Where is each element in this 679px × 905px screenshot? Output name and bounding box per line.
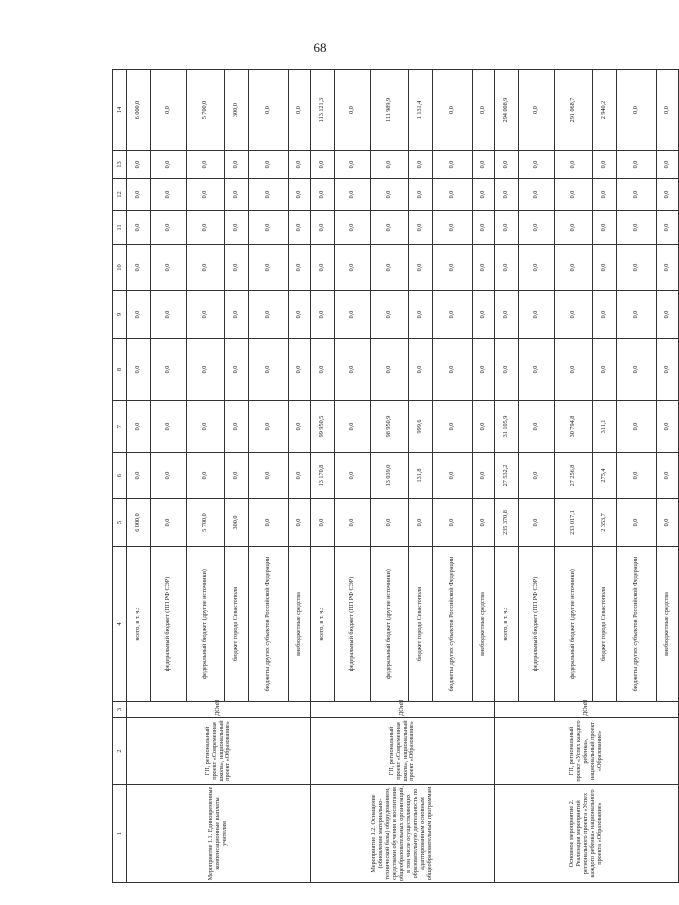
year-value-cell: 0,0 — [127, 453, 151, 499]
year-value-cell: 0,0 — [371, 211, 409, 245]
year-value-cell: 0,0 — [311, 179, 335, 211]
total-value-cell: 1 131,4 — [409, 70, 433, 151]
year-value-cell: 0,0 — [495, 151, 519, 179]
column-number-cell: 13 — [113, 151, 127, 179]
year-value-cell: 0,0 — [311, 291, 335, 339]
funding-source-cell: бюджеты других субъектов Российской Федерации — [433, 547, 473, 702]
year-value-cell: 0,0 — [151, 151, 187, 179]
year-value-cell: 0,0 — [187, 245, 225, 291]
year-value-cell: 0,0 — [657, 401, 679, 453]
year-value-cell: 0,0 — [519, 211, 555, 245]
funding-source-cell: бюджет города Севастополя — [593, 547, 617, 702]
funding-source-cell: внебюджетные средства — [289, 547, 311, 702]
year-value-cell: 0,0 — [371, 151, 409, 179]
year-value-cell: 0,0 — [151, 245, 187, 291]
year-value-cell: 0,0 — [127, 401, 151, 453]
year-value-cell: 0,0 — [289, 211, 311, 245]
year-value-cell: 0,0 — [433, 151, 473, 179]
total-value-cell: 0,0 — [433, 70, 473, 151]
year-value-cell: 0,0 — [151, 401, 187, 453]
year-value-cell: 0,0 — [433, 339, 473, 401]
year-value-cell: 27 256,8 — [555, 453, 593, 499]
year-value-cell: 0,0 — [657, 499, 679, 547]
year-value-cell: 0,0 — [289, 339, 311, 401]
year-value-cell: 0,0 — [335, 401, 371, 453]
year-value-cell: 0,0 — [311, 499, 335, 547]
year-value-cell: 0,0 — [657, 211, 679, 245]
year-value-cell: 131,8 — [409, 453, 433, 499]
funding-source-cell: федеральный бюджет (ПП РФ СЭР) — [335, 547, 371, 702]
year-value-cell: 0,0 — [225, 151, 249, 179]
year-value-cell: 13 170,8 — [311, 453, 335, 499]
total-value-cell: 0,0 — [289, 70, 311, 151]
funding-source-cell: бюджет города Севастополя — [225, 547, 249, 702]
funding-source-cell: бюджет города Севастополя — [409, 547, 433, 702]
year-value-cell: 0,0 — [433, 401, 473, 453]
total-value-cell: 300,0 — [225, 70, 249, 151]
year-value-cell: 0,0 — [473, 211, 495, 245]
year-value-cell: 0,0 — [657, 151, 679, 179]
program-cell: ГП, региональный проект «Успех каждого ребенка», национальный проект «Образование» — [495, 718, 679, 785]
year-value-cell: 0,0 — [593, 211, 617, 245]
total-value-cell: 0,0 — [617, 70, 657, 151]
total-value-cell: 0,0 — [473, 70, 495, 151]
year-value-cell: 0,0 — [473, 291, 495, 339]
executor-cell: ДОиН — [495, 702, 679, 718]
year-value-cell: 0,0 — [289, 499, 311, 547]
year-value-cell: 0,0 — [409, 499, 433, 547]
year-value-cell: 0,0 — [127, 179, 151, 211]
program-cell: ГП, региональный проект «Современная школа», национальный проект «Образование» — [127, 718, 311, 785]
year-value-cell: 0,0 — [151, 339, 187, 401]
year-value-cell: 0,0 — [187, 179, 225, 211]
year-value-cell: 0,0 — [311, 211, 335, 245]
table-row — [311, 70, 335, 883]
year-value-cell: 0,0 — [187, 151, 225, 179]
year-value-cell: 0,0 — [151, 179, 187, 211]
year-value-cell: 0,0 — [617, 339, 657, 401]
year-value-cell: 0,0 — [519, 453, 555, 499]
rotated-table-frame — [112, 70, 671, 883]
year-value-cell: 0,0 — [519, 151, 555, 179]
total-value-cell: 6 000,0 — [127, 70, 151, 151]
year-value-cell: 0,0 — [249, 151, 289, 179]
funding-source-cell: внебюджетные средства — [473, 547, 495, 702]
funding-source-cell: бюджеты других субъектов Российской Федерации — [617, 547, 657, 702]
page-number: 68 — [313, 40, 327, 55]
year-value-cell: 0,0 — [617, 211, 657, 245]
year-value-cell: 0,0 — [249, 245, 289, 291]
column-number-cell: 2 — [113, 718, 127, 785]
total-value-cell: 2 940,2 — [593, 70, 617, 151]
table-row — [127, 70, 151, 883]
total-value-cell: 0,0 — [657, 70, 679, 151]
year-value-cell: 0,0 — [249, 179, 289, 211]
total-value-cell: 0,0 — [335, 70, 371, 151]
year-value-cell: 0,0 — [151, 291, 187, 339]
program-cell: ГП, региональный проект «Современная школа», национальный проект «Образование» — [311, 718, 495, 785]
year-value-cell: 0,0 — [433, 179, 473, 211]
year-value-cell: 0,0 — [225, 211, 249, 245]
year-value-cell: 2 353,7 — [593, 499, 617, 547]
year-value-cell: 0,0 — [127, 339, 151, 401]
year-value-cell: 0,0 — [593, 291, 617, 339]
year-value-cell: 0,0 — [311, 339, 335, 401]
column-number-cell: 12 — [113, 179, 127, 211]
column-number-cell: 11 — [113, 211, 127, 245]
total-value-cell: 291 068,7 — [555, 70, 593, 151]
year-value-cell: 0,0 — [519, 245, 555, 291]
year-value-cell: 0,0 — [335, 151, 371, 179]
funding-source-cell: федеральный бюджет (ПП РФ СЭР) — [519, 547, 555, 702]
year-value-cell: 0,0 — [127, 151, 151, 179]
year-value-cell: 0,0 — [371, 499, 409, 547]
year-value-cell: 0,0 — [409, 179, 433, 211]
year-value-cell: 0,0 — [371, 245, 409, 291]
year-value-cell: 0,0 — [593, 179, 617, 211]
year-value-cell: 0,0 — [371, 291, 409, 339]
column-number-cell: 1 — [113, 785, 127, 883]
year-value-cell: 0,0 — [433, 291, 473, 339]
year-value-cell: 0,0 — [519, 401, 555, 453]
year-value-cell: 31 105,9 — [495, 401, 519, 453]
column-number-cell: 6 — [113, 453, 127, 499]
year-value-cell: 0,0 — [289, 245, 311, 291]
year-value-cell: 0,0 — [289, 151, 311, 179]
year-value-cell: 0,0 — [371, 339, 409, 401]
year-value-cell: 0,0 — [311, 245, 335, 291]
executor-cell: ДОиН — [127, 702, 311, 718]
year-value-cell: 0,0 — [187, 401, 225, 453]
budget-table — [112, 69, 679, 883]
year-value-cell: 0,0 — [519, 339, 555, 401]
year-value-cell: 0,0 — [151, 453, 187, 499]
year-value-cell: 0,0 — [409, 291, 433, 339]
total-value-cell: 294 008,9 — [495, 70, 519, 151]
column-number-cell: 10 — [113, 245, 127, 291]
year-value-cell: 0,0 — [433, 499, 473, 547]
year-value-cell: 0,0 — [225, 453, 249, 499]
funding-source-cell: федеральный бюджет (другие источники) — [371, 547, 409, 702]
year-value-cell: 0,0 — [127, 291, 151, 339]
year-value-cell: 0,0 — [311, 151, 335, 179]
column-number-cell: 3 — [113, 702, 127, 718]
year-value-cell: 0,0 — [617, 401, 657, 453]
total-value-cell: 113 121,3 — [311, 70, 335, 151]
year-value-cell: 99 950,5 — [311, 401, 335, 453]
year-value-cell: 0,0 — [335, 211, 371, 245]
year-value-cell: 0,0 — [593, 151, 617, 179]
year-value-cell: 275,4 — [593, 453, 617, 499]
year-value-cell: 0,0 — [335, 339, 371, 401]
year-value-cell: 0,0 — [225, 179, 249, 211]
year-value-cell: 0,0 — [473, 151, 495, 179]
year-value-cell: 0,0 — [335, 245, 371, 291]
year-value-cell: 235 370,8 — [495, 499, 519, 547]
year-value-cell: 0,0 — [473, 245, 495, 291]
year-value-cell: 0,0 — [473, 499, 495, 547]
year-value-cell: 0,0 — [495, 179, 519, 211]
year-value-cell: 0,0 — [335, 179, 371, 211]
total-value-cell: 5 700,0 — [187, 70, 225, 151]
year-value-cell: 0,0 — [249, 211, 289, 245]
year-value-cell: 0,0 — [151, 499, 187, 547]
executor-cell: ДОиН — [311, 702, 495, 718]
year-value-cell: 0,0 — [187, 211, 225, 245]
column-number-row — [113, 70, 127, 883]
year-value-cell: 0,0 — [495, 245, 519, 291]
year-value-cell: 0,0 — [495, 211, 519, 245]
year-value-cell: 0,0 — [249, 291, 289, 339]
year-value-cell: 0,0 — [371, 179, 409, 211]
year-value-cell: 0,0 — [433, 453, 473, 499]
year-value-cell: 0,0 — [127, 211, 151, 245]
funding-source-cell: федеральный бюджет (другие источники) — [187, 547, 225, 702]
year-value-cell: 0,0 — [473, 453, 495, 499]
year-value-cell: 0,0 — [657, 245, 679, 291]
column-number-cell: 14 — [113, 70, 127, 151]
year-value-cell: 0,0 — [555, 211, 593, 245]
year-value-cell: 0,0 — [187, 453, 225, 499]
funding-source-cell: всего, в т. ч.: — [495, 547, 519, 702]
year-value-cell: 0,0 — [657, 339, 679, 401]
funding-source-cell: всего, в т. ч.: — [311, 547, 335, 702]
year-value-cell: 0,0 — [127, 245, 151, 291]
year-value-cell: 5 700,0 — [187, 499, 225, 547]
year-value-cell: 0,0 — [657, 453, 679, 499]
year-value-cell: 98 950,9 — [371, 401, 409, 453]
year-value-cell: 27 532,2 — [495, 453, 519, 499]
total-value-cell: 0,0 — [519, 70, 555, 151]
year-value-cell: 0,0 — [593, 339, 617, 401]
year-value-cell: 300,0 — [225, 499, 249, 547]
year-value-cell: 0,0 — [657, 179, 679, 211]
year-value-cell: 0,0 — [519, 179, 555, 211]
column-number-cell: 4 — [113, 547, 127, 702]
year-value-cell: 0,0 — [617, 291, 657, 339]
total-value-cell: 111 989,9 — [371, 70, 409, 151]
funding-source-cell: всего, в т. ч.: — [127, 547, 151, 702]
funding-source-cell: федеральный бюджет (другие источники) — [555, 547, 593, 702]
year-value-cell: 0,0 — [409, 211, 433, 245]
funding-source-cell: бюджеты других субъектов Российской Федерации — [249, 547, 289, 702]
year-value-cell: 0,0 — [555, 291, 593, 339]
year-value-cell: 0,0 — [473, 339, 495, 401]
year-value-cell: 0,0 — [409, 339, 433, 401]
funding-source-cell: федеральный бюджет (ПП РФ СЭР) — [151, 547, 187, 702]
column-number-cell: 8 — [113, 339, 127, 401]
year-value-cell: 999,6 — [409, 401, 433, 453]
table-row — [495, 70, 519, 883]
year-value-cell: 0,0 — [289, 401, 311, 453]
year-value-cell: 6 000,0 — [127, 499, 151, 547]
year-value-cell: 0,0 — [555, 339, 593, 401]
year-value-cell: 0,0 — [555, 245, 593, 291]
year-value-cell: 0,0 — [409, 151, 433, 179]
year-value-cell: 0,0 — [335, 453, 371, 499]
year-value-cell: 0,0 — [555, 151, 593, 179]
year-value-cell: 0,0 — [519, 291, 555, 339]
year-value-cell: 0,0 — [433, 211, 473, 245]
year-value-cell: 0,0 — [187, 339, 225, 401]
year-value-cell: 0,0 — [225, 339, 249, 401]
year-value-cell: 0,0 — [289, 453, 311, 499]
year-value-cell: 13 039,0 — [371, 453, 409, 499]
total-value-cell: 0,0 — [151, 70, 187, 151]
table-body — [113, 70, 679, 883]
year-value-cell: 0,0 — [289, 179, 311, 211]
column-number-cell: 9 — [113, 291, 127, 339]
year-value-cell: 0,0 — [335, 499, 371, 547]
year-value-cell: 0,0 — [495, 291, 519, 339]
year-value-cell: 0,0 — [249, 339, 289, 401]
year-value-cell: 0,0 — [617, 245, 657, 291]
year-value-cell: 0,0 — [249, 499, 289, 547]
year-value-cell: 0,0 — [617, 453, 657, 499]
year-value-cell: 0,0 — [473, 401, 495, 453]
year-value-cell: 0,0 — [617, 151, 657, 179]
column-number-cell: 7 — [113, 401, 127, 453]
year-value-cell: 30 794,8 — [555, 401, 593, 453]
activity-cell: Основное мероприятие 2. Реализация мероприятий регионального проекта «Успех каждого ребенка» национального проекта «Образование» — [495, 785, 679, 883]
year-value-cell: 0,0 — [289, 291, 311, 339]
year-value-cell: 0,0 — [519, 499, 555, 547]
column-number-cell: 5 — [113, 499, 127, 547]
year-value-cell: 0,0 — [473, 179, 495, 211]
year-value-cell: 0,0 — [495, 339, 519, 401]
funding-source-cell: внебюджетные средства — [657, 547, 679, 702]
year-value-cell: 233 017,1 — [555, 499, 593, 547]
year-value-cell: 0,0 — [151, 211, 187, 245]
year-value-cell: 0,0 — [657, 291, 679, 339]
year-value-cell: 0,0 — [593, 245, 617, 291]
year-value-cell: 0,0 — [225, 245, 249, 291]
total-value-cell: 0,0 — [249, 70, 289, 151]
year-value-cell: 0,0 — [225, 401, 249, 453]
year-value-cell: 0,0 — [187, 291, 225, 339]
year-value-cell: 0,0 — [249, 401, 289, 453]
year-value-cell: 0,0 — [433, 245, 473, 291]
year-value-cell: 0,0 — [335, 291, 371, 339]
activity-cell: Мероприятие 1.1. Единовременные компенсационные выплаты учителям — [127, 785, 311, 883]
year-value-cell: 0,0 — [249, 453, 289, 499]
year-value-cell: 311,1 — [593, 401, 617, 453]
year-value-cell: 0,0 — [409, 245, 433, 291]
year-value-cell: 0,0 — [555, 179, 593, 211]
year-value-cell: 0,0 — [617, 179, 657, 211]
year-value-cell: 0,0 — [617, 499, 657, 547]
year-value-cell: 0,0 — [225, 291, 249, 339]
activity-cell: Мероприятие 1.2. Оснащение (обновление материально-технической базы) оборудованием, средствами обучения и воспитания общеобразовательных организаций, в том числе осуществляющих образовательную деятельность по адаптированным основным общеобразовательным программам — [311, 785, 495, 883]
